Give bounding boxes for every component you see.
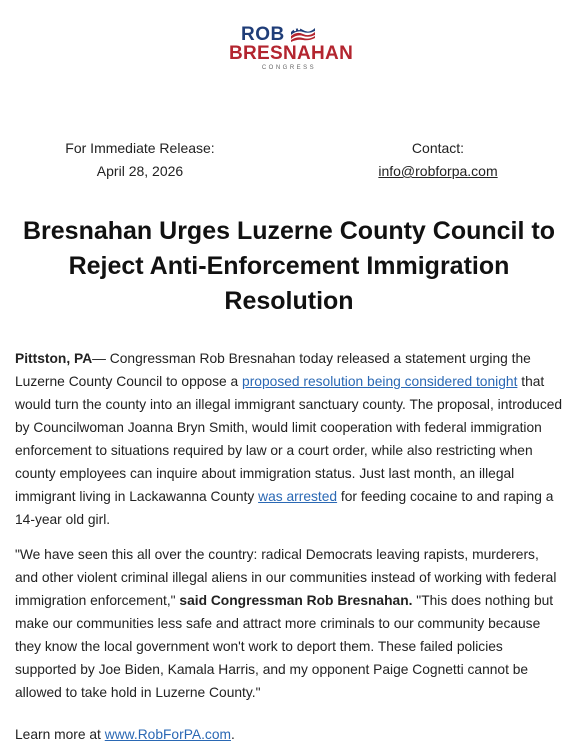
campaign-logo [0, 22, 578, 74]
dateline: Pittston, PA [15, 351, 93, 366]
p2-text-1: "We have seen this all over the country: radical Democrats leaving rapists, murderers, and other violent criminal illegal aliens in our communities instead of working with federal immigration enforcement," [15, 547, 557, 608]
release-label: For Immediate Release: [65, 140, 215, 156]
contact-info [350, 137, 526, 183]
p3-text-1: Learn more at [15, 727, 105, 742]
release-date: April 28, 2026 [96, 163, 184, 179]
p1-text-2: that would turn the county into an illegal immigrant sanctuary county. The proposal, introduced by Councilwoman Joanna Bryn Smith, would limit cooperation with federal immigration enforcement to situations required by law or a court order, while also restricting when county employees can inquire about immigration status. Just last month, an illegal immigrant living in Lackawanna County [15, 374, 563, 504]
arrest-link[interactable]: was arrested [258, 489, 338, 504]
p3-text-2: . [230, 727, 235, 742]
contact-email-link[interactable]: info@robforpa.com [378, 163, 498, 179]
p1-text-3: for feeding cocaine to and raping a 14-year old girl. [15, 489, 554, 527]
resolution-link[interactable]: proposed resolution being considered tonight [242, 374, 518, 389]
logo-tagline: CONGRESS [261, 65, 317, 71]
body-paragraph-1 [15, 347, 565, 531]
release-info [50, 137, 230, 183]
body-paragraph-3 [15, 723, 565, 746]
contact-label: Contact: [411, 140, 465, 156]
website-link[interactable]: www.RobForPA.com [104, 727, 231, 742]
p1-text-1: — Congressman Rob Bresnahan today released a statement urging the Luzerne County Council to oppose a [15, 351, 531, 389]
logo-name-top: ROB [241, 24, 285, 45]
press-release-headline: Bresnahan Urges Luzerne County Council to Reject Anti-Enforcement Immigration Resolution [22, 217, 555, 315]
body-paragraph-2 [15, 543, 565, 704]
quote-attribution: said Congressman Rob Bresnahan. [179, 593, 413, 608]
p2-text-2: "This does nothing but make our communities less safe and attract more criminals to our community because they know the local government won't work to deport them. These failed policies supported by Joe Biden, Kamala Harris, and my opponent Paige Cognetti cannot be allowed to take hold in Luzerne County." [15, 593, 554, 700]
logo-name-bottom: BRESNAHAN [229, 43, 354, 64]
